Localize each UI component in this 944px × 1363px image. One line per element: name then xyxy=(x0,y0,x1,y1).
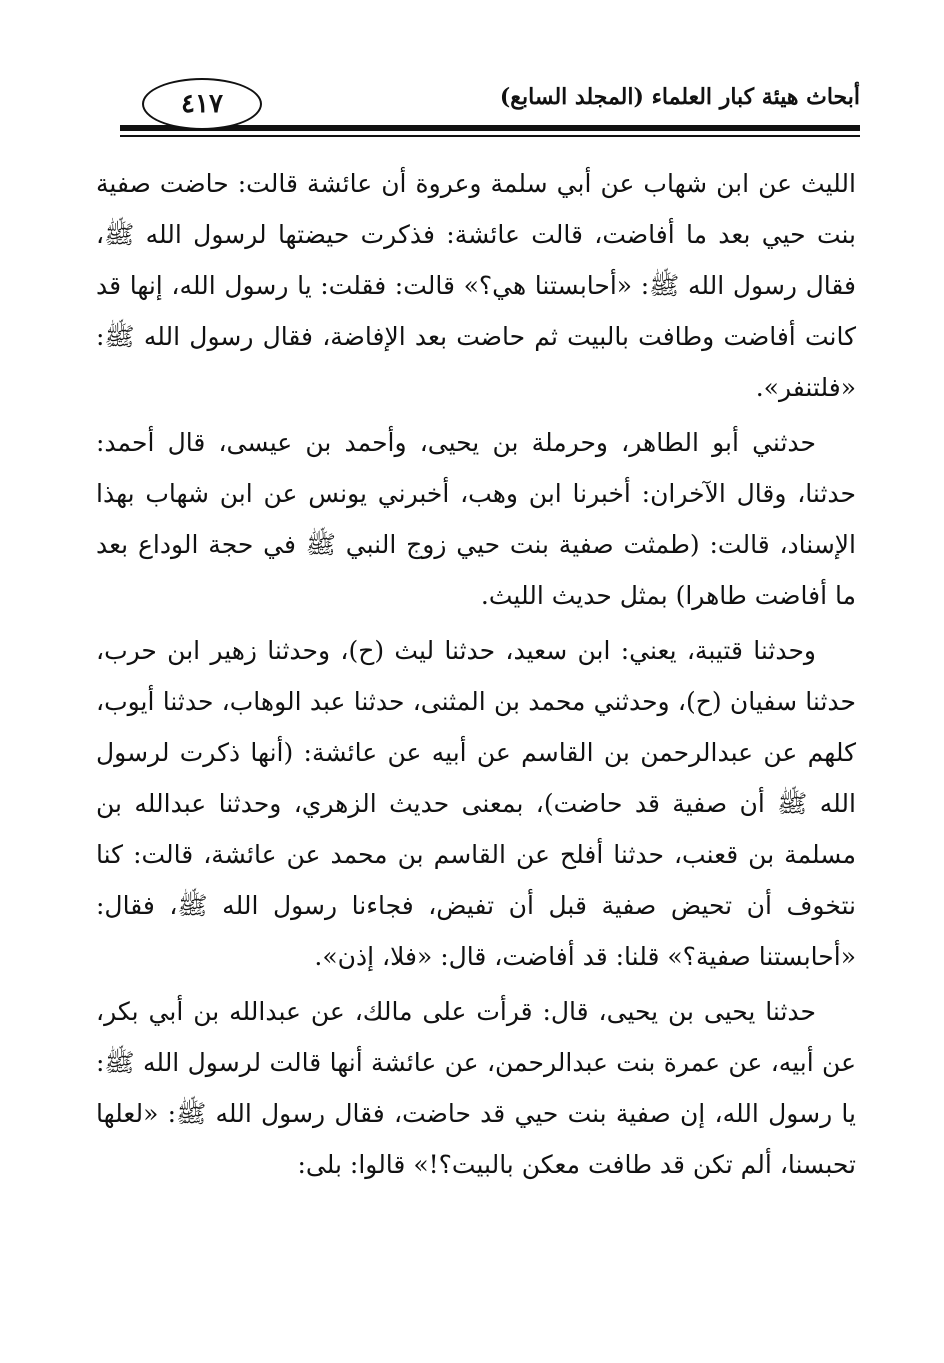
running-title: أبحاث هيئة كبار العلماء (المجلد السابع) xyxy=(499,84,860,110)
paragraph-4: حدثنا يحيى بن يحيى، قال: قرأت على مالك، عن عبدالله بن أبي بكر، عن أبيه، عن عمرة بنت عبدالرحمن، عن عائشة أنها قالت لرسول الله ﷺ: يا رسول الله، إن صفية بنت حيي قد حاضت، فقال رسول الله ﷺ: «لعلها تحبسنا، ألم تكن قد طافت معكن بالبيت؟!» قالوا: بلى: xyxy=(96,997,856,1179)
paragraph-1: الليث عن ابن شهاب عن أبي سلمة وعروة أن عائشة قالت: حاضت صفية بنت حيي بعد ما أفاضت، قالت عائشة: فذكرت حيضتها لرسول الله ﷺ، فقال رسول الله ﷺ: «أحابستنا هي؟» قالت: فقلت: يا رسول الله، إنها قد كانت أفاضت وطافت بالبيت ثم حاضت بعد الإفاضة، فقال رسول الله ﷺ: «فلتنفر». xyxy=(96,169,856,402)
page-header xyxy=(100,70,860,140)
paragraph-3: وحدثنا قتيبة، يعني: ابن سعيد، حدثنا ليث (ح)، وحدثنا زهير ابن حرب، حدثنا سفيان (ح)، وحدثني محمد بن المثنى، حدثنا عبد الوهاب، حدثنا أيوب، كلهم عن عبدالرحمن بن القاسم عن أبيه عن عائشة: (أنها ذكرت لرسول الله ﷺ أن صفية قد حاضت)، بمعنى حديث الزهري، وحدثنا عبدالله بن مسلمة بن قعنب، حدثنا أفلح عن القاسم بن محمد عن عائشة، قالت: كنا نتخوف أن تحيض صفية قبل أن تفيض، فجاءنا رسول الله ﷺ، فقال: «أحابستنا صفية؟» قلنا: قد أفاضت، قال: «فلا، إذن». xyxy=(96,636,856,971)
paragraph-2: حدثني أبو الطاهر، وحرملة بن يحيى، وأحمد بن عيسى، قال أحمد: حدثنا، وقال الآخران: أخبرنا ابن وهب، أخبرني يونس عن ابن شهاب بهذا الإسناد، قالت: (طمثت صفية بنت حيي زوج النبي ﷺ في حجة الوداع بعد ما أفاضت طاهرا) بمثل حديث الليث. xyxy=(96,428,856,610)
header-rule-thin xyxy=(120,135,860,137)
page-number: ٤١٧ xyxy=(142,78,262,130)
main-text xyxy=(96,158,856,1190)
